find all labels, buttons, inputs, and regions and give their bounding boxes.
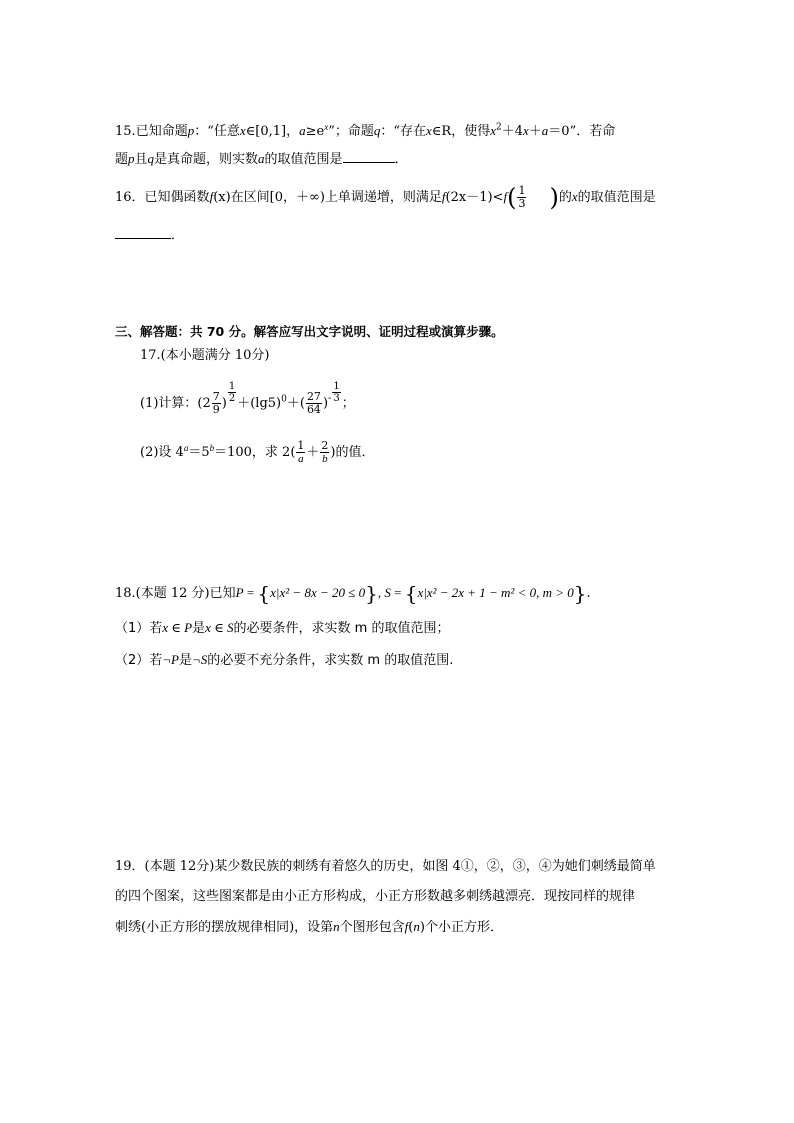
brace-close: } [365,581,378,606]
numerator: 1 [518,184,526,197]
question-19-line2 [115,887,635,907]
denominator: b [322,453,328,465]
exponent-b: b [209,442,215,453]
question-17-header [140,346,270,366]
q18-text: 是 [179,653,193,668]
q15-text: ＋4 [501,124,523,139]
var-f: f [209,189,214,204]
denominator: 2 [228,393,236,404]
var-n: n [413,919,420,934]
set-S-condition: x|x² − 2x + 1 − m² < 0, m > 0 [417,585,574,600]
question-19-line1 [115,857,656,877]
brace-open: { [257,581,271,606]
q17-text: (1)计算： [140,396,198,411]
q17-text: ＋(lg5) [237,396,282,411]
q16-text: 已知偶函数 [144,190,210,205]
question-18-part2 [115,650,453,671]
q16-text: (x) [213,190,231,205]
denominator: 9 [212,403,220,416]
q18-text: . [586,586,591,601]
denominator: a [298,453,304,465]
var-f: f [404,919,409,934]
q16-text: ． [171,228,185,243]
brace-close: } [573,581,587,606]
var-a: a [299,123,306,138]
q16-text: 的取值范围是 [577,190,656,205]
var-a: a [541,123,549,138]
numerator: 27 [306,390,321,403]
fraction-one-third [517,185,526,210]
var-x: x [239,123,246,138]
var-a: a [258,151,265,166]
q19-text: )个小正方形． [419,920,503,935]
q16-number: 16． [115,190,145,205]
q15-text: 是真命题，则实数 [154,152,259,167]
question-16-line2 [115,226,184,246]
exponent-1-2 [228,381,236,404]
section-title: 三、解答题：共 70 分。解答应写出文字说明、证明过程或演算步骤。 [115,324,504,339]
brace-open: { [404,581,418,606]
q17-text: ＋( [286,396,305,411]
q15-text: ． [394,152,408,167]
var-x: x [571,189,578,204]
q17-text: (2)设 4 [140,445,184,460]
q16-text: 的 [558,190,572,205]
q16-text: 在区间[0，＋∞)上单调递增，则满足 [230,190,442,205]
question-17-part2 [140,435,375,471]
fraction-2-b [320,440,329,465]
exponent-1-3 [332,381,340,404]
q15-text: 的取值范围是 [264,152,343,167]
exponent-minus: - [328,393,332,404]
var-p: p [128,151,135,166]
q17-text: )的值． [330,445,375,460]
q17-text: ； [341,396,355,411]
q17-text: ＝5 [188,445,210,460]
q18-text: 18.(本题 12 分)已知 [115,586,236,601]
numerator: 1 [297,439,305,452]
var-x: x [426,123,432,138]
exponent-0: 0 [281,394,287,405]
q15-text: ∈R，使得 [431,124,491,139]
var-p: p [187,123,195,138]
q18-text: = [390,585,405,600]
paren-open: ( [507,183,517,212]
var-n: n [333,919,340,934]
q18-text: 是 [192,621,206,636]
q15-text: ”；命题 [328,124,374,139]
question-18-part1 [115,618,449,639]
q16-text: (2x－1)< [445,190,504,205]
question-16 [115,185,656,210]
q15-text: ：“任意 [194,124,240,139]
answer-blank [115,226,171,239]
question-15-line2 [115,149,408,170]
q19-text: 的四个图案，这些图案都是由小正方形构成，小正方形数越多刺绣越漂亮．现按同样的规律 [115,889,636,904]
exponent-a: a [183,442,189,453]
var-q: q [373,123,381,138]
question-19-line3 [115,917,503,938]
q15-text: ∈[0,1]， [245,124,300,139]
denominator: 3 [333,393,340,404]
numerator: 2 [321,439,329,452]
q18-text: （1）若 [115,621,163,636]
question-18 [115,581,591,606]
exponent-2: 2 [495,122,502,133]
q18-text: （2）若 [115,653,163,668]
var-x: x [490,123,496,138]
q17-text: ) [221,396,227,411]
q17-header-text: 17.(本小题满分 10分) [140,348,270,363]
q15-number: 15. [115,124,136,139]
denominator: 64 [306,403,321,416]
q18-text: 的必要条件，求实数 m 的取值范围； [233,621,450,636]
var-f: f [441,189,446,204]
answer-blank [343,150,395,163]
set-S: S [384,585,391,600]
q17-text: ＝100，求 2( [214,445,296,460]
numerator: 1 [228,381,236,392]
math-not-P: ¬P [162,652,179,667]
q19-text: ( [408,920,414,935]
q15-text: ≥e [305,124,325,139]
question-17-part1 [140,380,355,423]
q15-text: 且 [134,152,148,167]
q18-text: = [243,585,258,600]
fraction-7-9 [212,391,221,416]
math-x-in-S: x ∈ S [205,620,234,635]
paren-close: ) [549,183,559,212]
q17-text: ＋ [306,445,320,460]
q18-text: , [377,585,385,600]
var-f: f [503,189,508,204]
set-P-condition: x|x² − 8x − 20 ≤ 0 [270,585,366,600]
set-P: P [235,585,244,600]
question-15 [115,121,615,142]
q19-text: 个图形包含 [339,920,405,935]
q15-text: 题 [115,152,129,167]
fraction-27-64 [306,391,322,416]
q15-text: ：“存在 [380,124,426,139]
q17-text: (2 [197,396,211,411]
var-q: q [147,151,155,166]
var-x: x [523,123,529,138]
math-x-in-P: x ∈ P [162,620,193,635]
q19-text: 19．(本题 12分)某少数民族的刺绣有着悠久的历史，如图 4①，②，③，④为她们刺绣最简单 [115,859,656,874]
math-not-S: ¬S [192,652,208,667]
denominator: 3 [518,197,526,210]
q17-text: ) [322,396,329,411]
numerator: 1 [333,381,340,392]
q15-text: ＝0”．若命 [548,124,616,139]
fraction-1-a [296,440,305,465]
numerator: 7 [212,390,220,403]
q15-text: ＋ [528,124,542,139]
exponent-x: x [324,121,329,132]
q19-text: 刺绣(小正方形的摆放规律相同)，设第 [115,920,334,935]
section-heading [115,322,504,342]
q15-text: 已知命题 [135,124,188,139]
q18-text: 的必要不充分条件，求实数 m 的取值范围. [207,653,454,668]
